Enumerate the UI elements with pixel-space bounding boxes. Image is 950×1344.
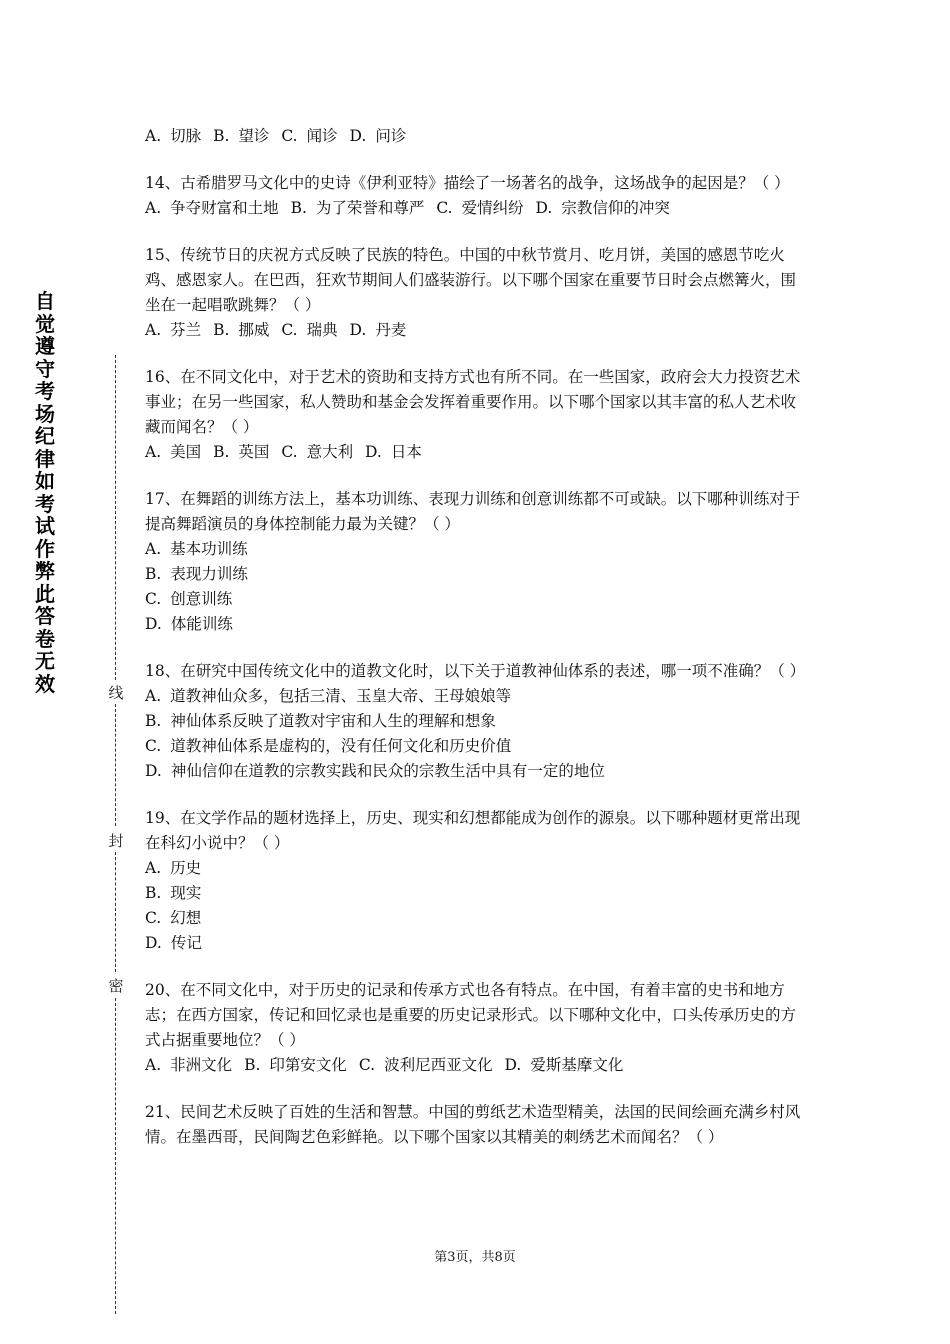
seal-char-feng: 封 (106, 830, 126, 851)
option-d: D. 体能训练 (145, 615, 233, 633)
option-c: C. 意大利 (281, 443, 354, 461)
seal-line-segment (115, 852, 116, 972)
seal-char-mi: 密 (106, 975, 126, 996)
question-17 (145, 487, 810, 637)
question-text: 17、在舞蹈的训练方法上，基本功训练、表现力训练和创意训练都不可或缺。以下哪种训练对于提高舞蹈演员的身体控制能力最为关键？（ ） (145, 490, 801, 533)
option-b: B. 挪威 (213, 321, 270, 339)
option-b: B. 英国 (213, 443, 270, 461)
question-text: 19、在文学作品的题材选择上，历史、现实和幻想都能成为创作的源泉。以下哪种题材更常出现在科幻小说中？（ ） (145, 809, 801, 852)
option-a: A. 基本功训练 (145, 540, 248, 558)
option: A. 切脉 (145, 127, 202, 145)
option-row (145, 440, 810, 465)
option-b: B. 为了荣誉和尊严 (290, 199, 425, 217)
option-a: A. 美国 (145, 443, 202, 461)
option-c: C. 幻想 (145, 909, 202, 927)
question-21 (145, 1100, 810, 1150)
option-a: A. 道教神仙众多，包括三清、玉皇大帝、王母娘娘等 (145, 687, 512, 705)
option-d: D. 传记 (145, 934, 202, 952)
option-d: D. 丹麦 (349, 321, 407, 339)
leading-options (145, 124, 810, 149)
option-row (145, 1053, 810, 1078)
seal-line-segment (115, 704, 116, 826)
page-number: 第3页，共8页 (434, 1250, 516, 1265)
question-list (145, 124, 810, 1172)
option-b: B. 神仙体系反映了道教对宇宙和人生的理解和想象 (145, 712, 496, 730)
option-d: D. 神仙信仰在道教的宗教实践和民众的宗教生活中具有一定的地位 (145, 762, 605, 780)
question-19 (145, 806, 810, 956)
question-16 (145, 365, 810, 465)
seal-line-segment (115, 355, 116, 680)
option-d: D. 爱斯基摩文化 (504, 1056, 624, 1074)
question-18 (145, 659, 810, 784)
option-row (145, 124, 810, 149)
option-c: C. 创意训练 (145, 590, 233, 608)
question-text: 14、古希腊罗马文化中的史诗《伊利亚特》描绘了一场著名的战争，这场战争的起因是？（ ） (145, 174, 790, 192)
exam-discipline-warning: 自觉遵守考场纪律如考试作弊此答卷无效 (35, 289, 55, 696)
question-text: 18、在研究中国传统文化中的道教文化时，以下关于道教神仙体系的表述，哪一项不准确？（ ） (145, 662, 806, 680)
option-a: A. 非洲文化 (145, 1056, 233, 1074)
question-20 (145, 978, 810, 1078)
option: D. 问诊 (349, 127, 407, 145)
question-14 (145, 171, 810, 221)
option-a: A. 历史 (145, 859, 202, 877)
question-15 (145, 243, 810, 343)
option-a: A. 争夺财富和土地 (145, 199, 279, 217)
option-d: D. 宗教信仰的冲突 (535, 199, 670, 217)
option-row (145, 196, 810, 221)
option-b: B. 表现力训练 (145, 565, 248, 583)
option-c: C. 波利尼西亚文化 (358, 1056, 493, 1074)
seal-line-segment (115, 998, 116, 1314)
option-d: D. 日本 (365, 443, 422, 461)
option-a: A. 芬兰 (145, 321, 202, 339)
option-c: C. 道教神仙体系是虚构的，没有任何文化和历史价值 (145, 737, 512, 755)
option-b: B. 现实 (145, 884, 202, 902)
question-text: 15、传统节日的庆祝方式反映了民族的特色。中国的中秋节赏月、吃月饼，美国的感恩节吃火鸡、感恩家人。在巴西，狂欢节期间人们盛装游行。以下哪个国家在重要节日时会点燃篝火，围坐在一起唱歌跳舞？（ ） (145, 246, 797, 314)
question-text: 16、在不同文化中，对于艺术的资助和支持方式也有所不同。在一些国家，政府会大力投资艺术事业；在另一些国家，私人赞助和基金会发挥着重要作用。以下哪个国家以其丰富的私人艺术收藏而闻名？（ ） (145, 368, 801, 436)
option-c: C. 瑞典 (281, 321, 338, 339)
option-row (145, 318, 810, 343)
option: C. 闻诊 (281, 127, 338, 145)
seal-char-xian: 线 (106, 682, 126, 703)
question-text: 21、民间艺术反映了百姓的生活和智慧。中国的剪纸艺术造型精美，法国的民间绘画充满乡村风情。在墨西哥，民间陶艺色彩鲜艳。以下哪个国家以其精美的刺绣艺术而闻名？（ ） (145, 1103, 801, 1146)
option-b: B. 印第安文化 (244, 1056, 347, 1074)
option-c: C. 爱情纠纷 (436, 199, 524, 217)
option: B. 望诊 (213, 127, 270, 145)
question-text: 20、在不同文化中，对于历史的记录和传承方式也各有特点。在中国，有着丰富的史书和地方志；在西方国家，传记和回忆录也是重要的历史记录形式。以下哪种文化中，口头传承历史的方式占据重要地位？（ ） (145, 981, 797, 1049)
